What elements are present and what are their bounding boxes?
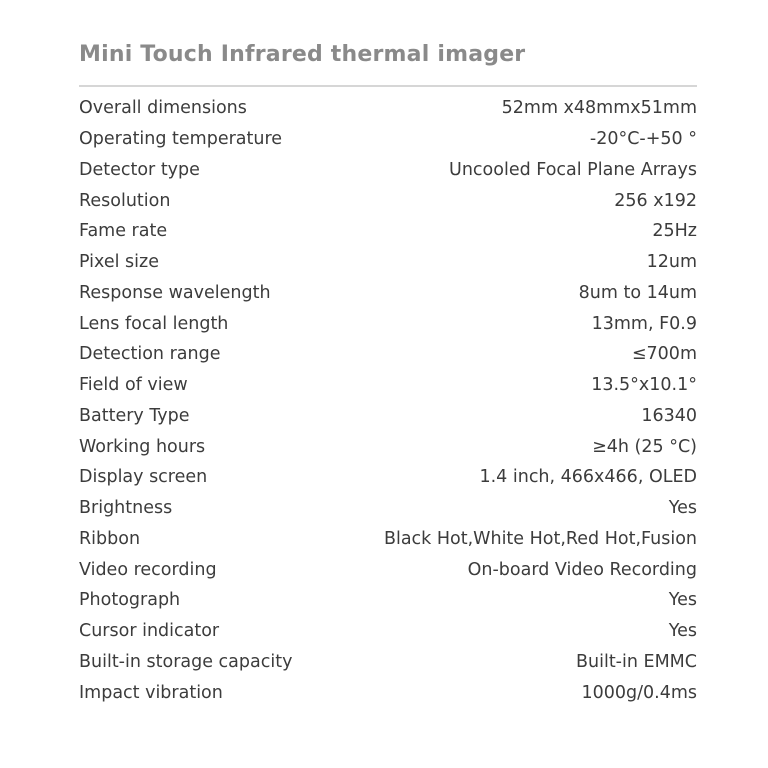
spec-row: [79, 677, 697, 708]
spec-label: Video recording: [79, 559, 217, 580]
spec-label: Resolution: [79, 190, 171, 211]
spec-row: [79, 554, 697, 585]
spec-row: [79, 155, 697, 186]
spec-row: [79, 308, 697, 339]
spec-label: Brightness: [79, 498, 173, 519]
spec-label: Operating temperature: [79, 129, 283, 150]
spec-value: On-board Video Recording: [467, 559, 697, 580]
spec-label: Built-in storage capacity: [79, 651, 293, 672]
spec-value: Yes: [668, 590, 697, 611]
page-title: Mini Touch Infrared thermal imager: [79, 42, 526, 67]
spec-label: Lens focal length: [79, 313, 229, 334]
spec-label: Fame rate: [79, 221, 168, 242]
spec-value: ≥4h (25 °C): [592, 436, 697, 457]
spec-value: 13.5°x10.1°: [591, 375, 697, 396]
spec-row: [79, 431, 697, 462]
spec-value: 8um to 14um: [578, 282, 697, 303]
spec-row: [79, 339, 697, 370]
spec-label: Battery Type: [79, 405, 190, 426]
spec-value: 25Hz: [652, 221, 697, 242]
spec-value: 12um: [646, 252, 697, 273]
spec-value: 52mm x48mmx51mm: [501, 98, 697, 119]
spec-value: Uncooled Focal Plane Arrays: [449, 159, 697, 180]
spec-label: Detection range: [79, 344, 221, 365]
spec-label: Pixel size: [79, 252, 159, 273]
spec-row: [79, 585, 697, 616]
spec-label: Detector type: [79, 159, 200, 180]
spec-row: [79, 247, 697, 278]
spec-row: [79, 370, 697, 401]
spec-value: -20°C-+50 °: [589, 129, 697, 150]
spec-value: Built-in EMMC: [576, 651, 697, 672]
spec-value: Yes: [668, 498, 697, 519]
spec-row: [79, 185, 697, 216]
spec-row: [79, 462, 697, 493]
spec-row: [79, 524, 697, 555]
spec-label: Overall dimensions: [79, 98, 247, 119]
spec-row: [79, 647, 697, 678]
spec-label: Response wavelength: [79, 282, 271, 303]
spec-row: [79, 216, 697, 247]
spec-value: 16340: [641, 405, 697, 426]
spec-row: [79, 124, 697, 155]
spec-label: Photograph: [79, 590, 181, 611]
spec-value: 1000g/0.4ms: [581, 682, 697, 703]
spec-label: Cursor indicator: [79, 621, 220, 642]
spec-row: [79, 493, 697, 524]
spec-row: [79, 278, 697, 309]
spec-value: Yes: [668, 621, 697, 642]
spec-value: 13mm, F0.9: [591, 313, 697, 334]
spec-value: Black Hot,White Hot,Red Hot,Fusion: [383, 528, 697, 549]
spec-value: 256 x192: [614, 190, 697, 211]
spec-label: Field of view: [79, 375, 188, 396]
spec-label: Display screen: [79, 467, 208, 488]
spec-row: [79, 616, 697, 647]
spec-label: Impact vibration: [79, 682, 223, 703]
spec-value: 1.4 inch, 466x466, OLED: [479, 467, 697, 488]
spec-list: [79, 93, 697, 708]
spec-label: Ribbon: [79, 528, 141, 549]
spec-row: [79, 93, 697, 124]
spec-label: Working hours: [79, 436, 206, 457]
spec-row: [79, 401, 697, 432]
title-divider: [79, 85, 697, 87]
spec-value: ≤700m: [631, 344, 697, 365]
